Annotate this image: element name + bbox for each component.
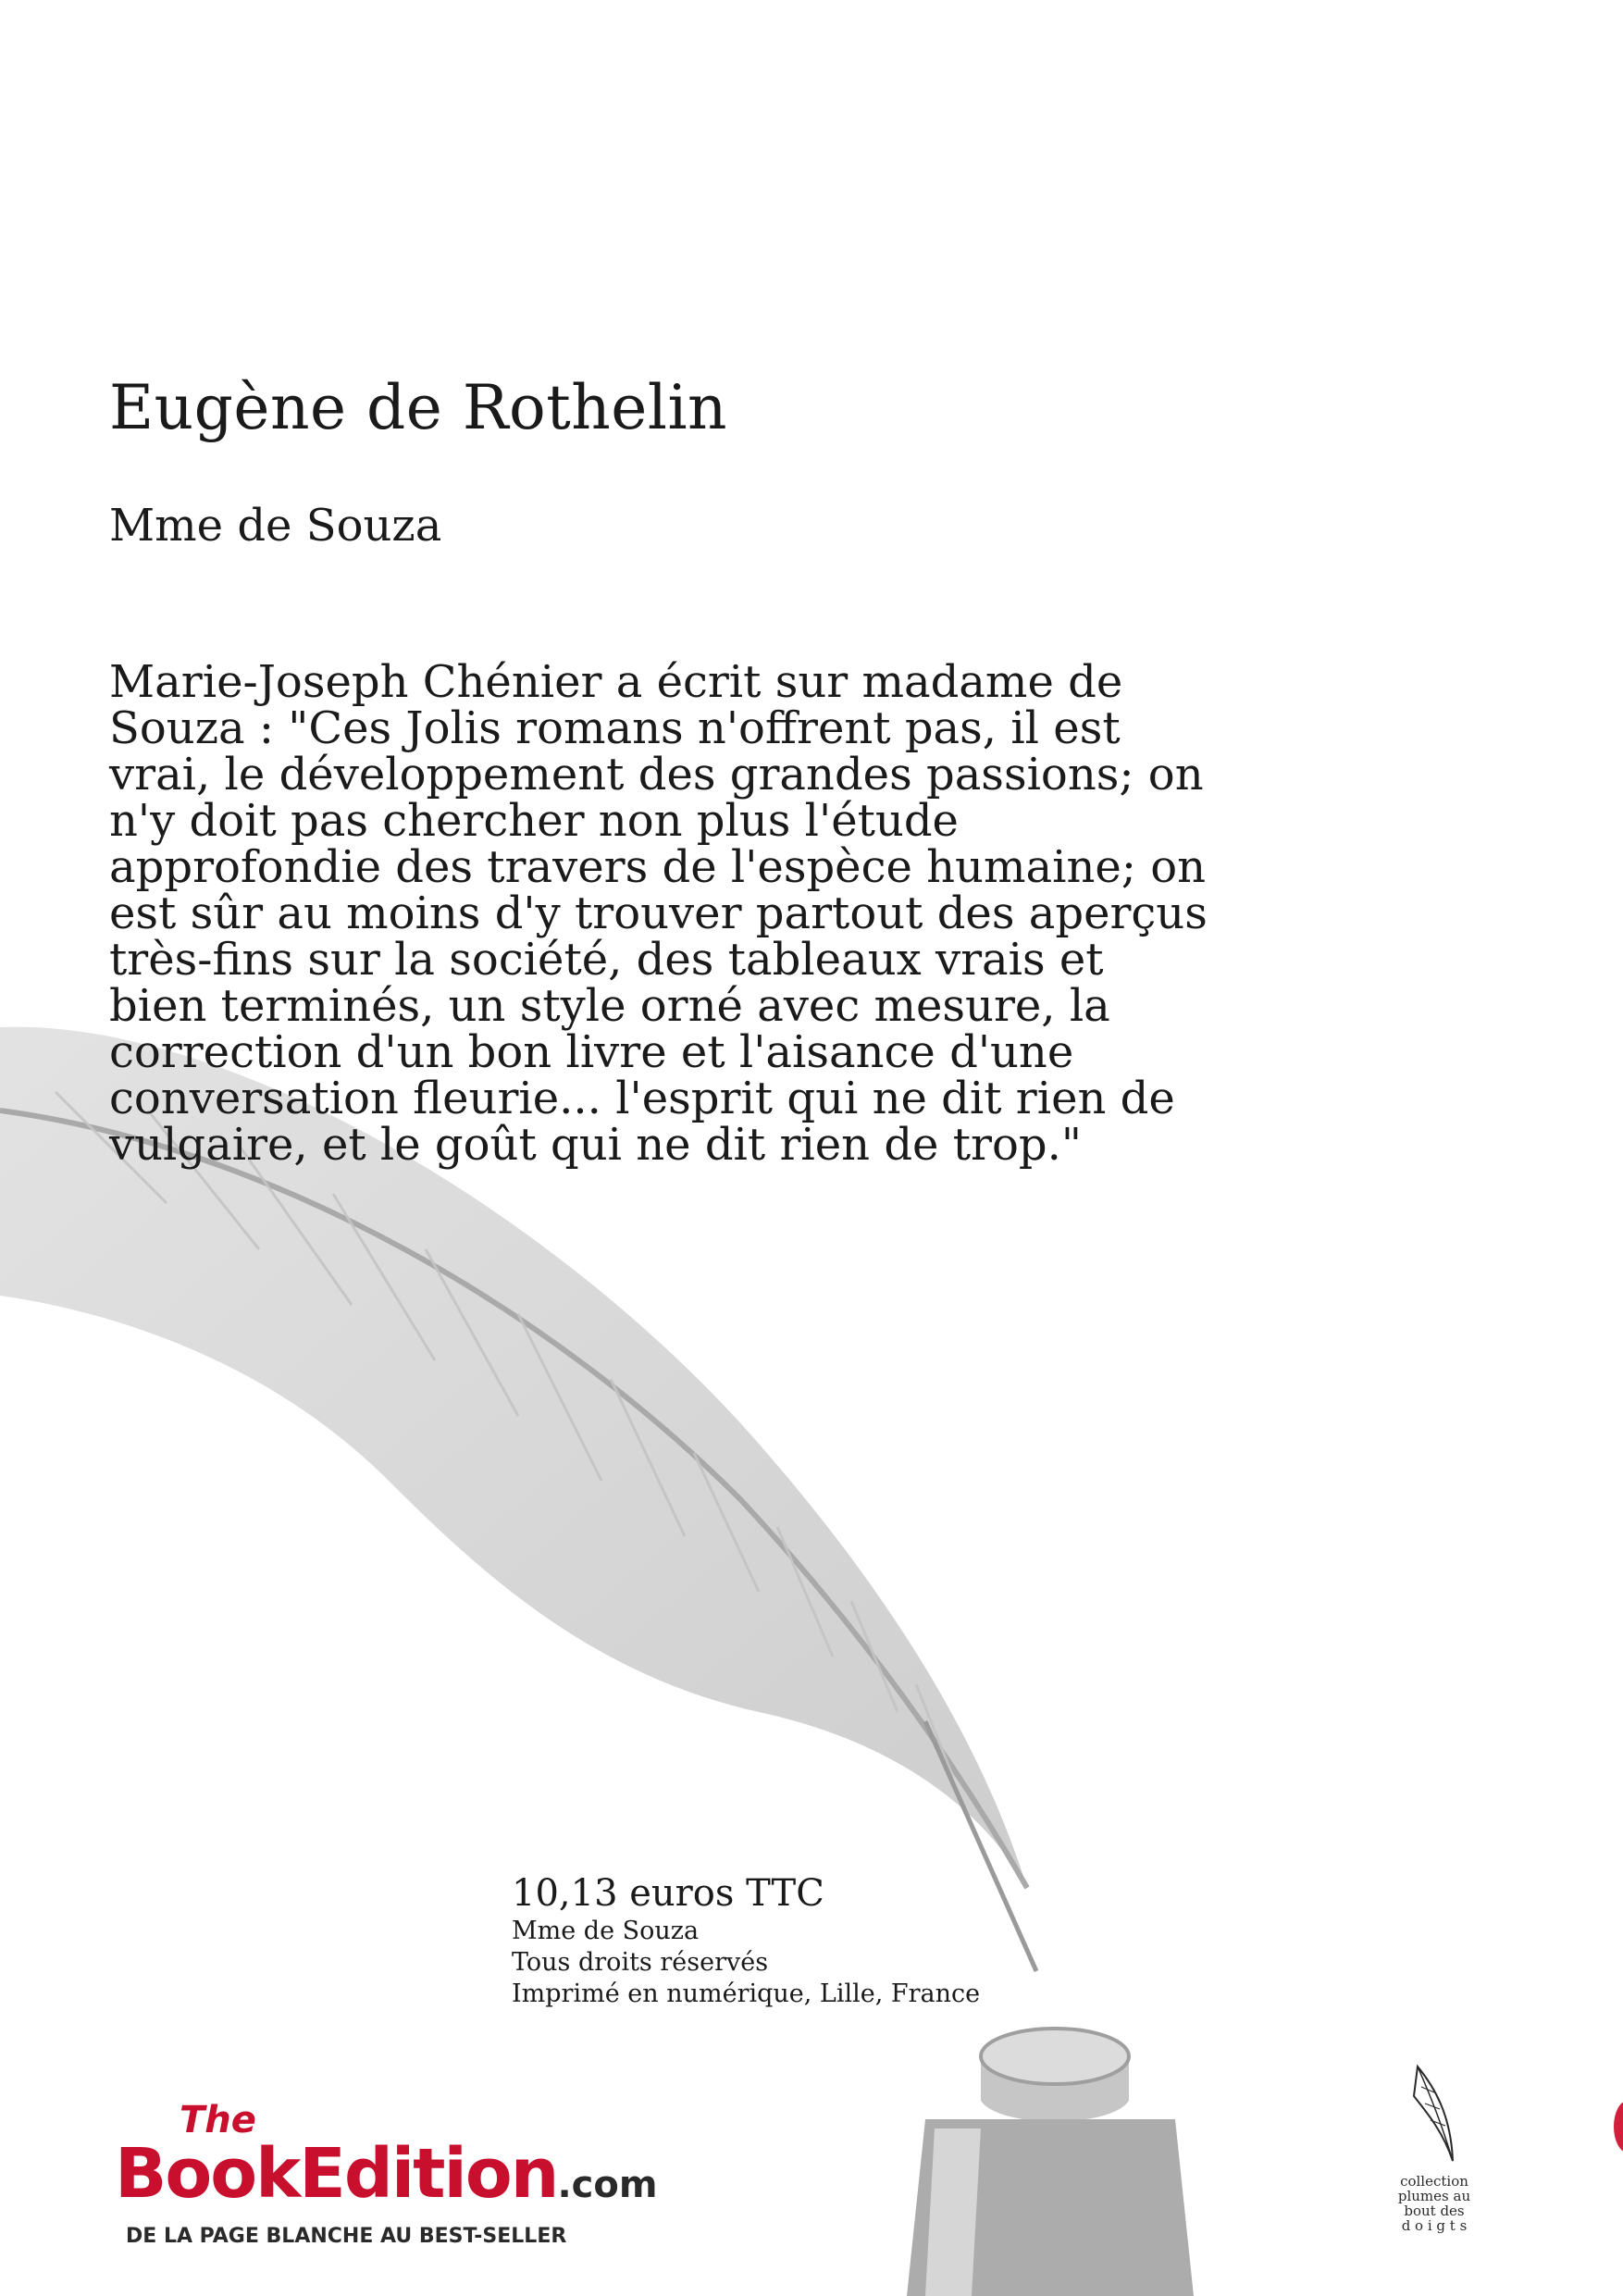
quill-icon [1406, 2059, 1462, 2170]
logo-tagline: DE LA PAGE BLANCHE AU BEST-SELLER [126, 2225, 567, 2248]
collection-line-4: d o i g t s [1401, 2217, 1468, 2234]
logo-brand [115, 2134, 658, 2214]
book-title: Eugène de Rothelin [109, 372, 728, 443]
imprint-author: Mme de Souza [512, 1917, 700, 1945]
price: 10,13 euros TTC [512, 1872, 824, 1915]
collection-line-2: plumes au [1397, 2188, 1471, 2204]
publisher-logo [115, 2099, 658, 2284]
logo-domain: .com [557, 2164, 658, 2206]
collection-mark [1388, 2059, 1481, 2233]
collection-line-1: collection [1400, 2173, 1468, 2190]
book-blurb: Marie-Joseph Chénier a écrit sur madame de Souza : "Ces Jolis romans n'offrent pas, il est vrai, le développement des grandes passions; on n'y doit pas chercher non plus l'étude approfondie des travers de l'espèce humaine; on est sûr au moins d'y trouver partout des aperçus très-fins sur la société, des tableaux vrais et bien terminés, un style orné avec mesure, la correction d'un bon livre et l'aisance d'une conversation fleurie... l'esprit qui ne dit rien de vulgaire, et le goût qui ne dit rien de trop." [109, 656, 1208, 1171]
imprint-block [512, 1871, 980, 2010]
rights-notice: Tous droits réservés [512, 1948, 769, 1977]
printing-notice: Imprimé en numérique, Lille, France [512, 1980, 981, 2008]
logo-name: BookEdition [115, 2134, 558, 2214]
collection-label [1388, 2174, 1481, 2233]
collection-line-3: bout des [1404, 2203, 1465, 2219]
book-author: Mme de Souza [109, 500, 442, 552]
logo-the: The [180, 2099, 256, 2141]
